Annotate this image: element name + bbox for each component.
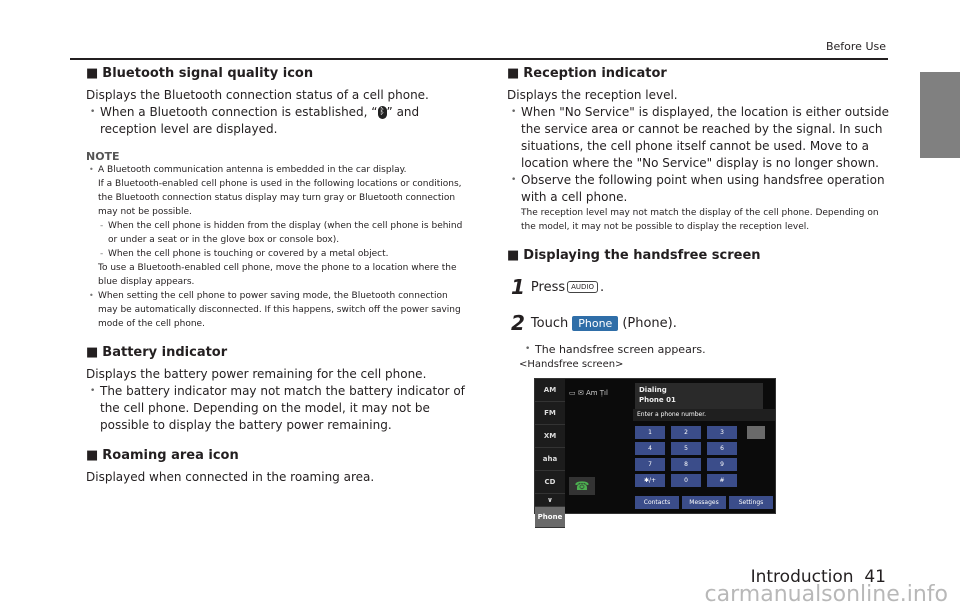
key-4: 4 [635, 442, 665, 455]
sidebar-item-am: AM [535, 379, 565, 402]
header-rule [70, 58, 888, 60]
key-5: 5 [671, 442, 701, 455]
bt-heading: ■ Bluetooth signal quality icon [86, 66, 314, 81]
step-2: 2 Touch Phone (Phone). [511, 311, 677, 335]
dial-status: Dialing Phone 01 [635, 383, 763, 411]
battery-heading: ■ Battery indicator [86, 345, 228, 360]
keypad [635, 426, 761, 487]
key-2: 2 [671, 426, 701, 439]
key-7: 7 [635, 458, 665, 471]
key-hash: # [707, 474, 737, 487]
battery-desc: Displays the battery power remaining for the cell phone. [86, 367, 427, 381]
key-9: 9 [707, 458, 737, 471]
sidebar-item-aha: aha [535, 448, 565, 471]
bt-desc: Displays the Bluetooth connection status of a cell phone. [86, 88, 429, 102]
screen-buttons [635, 496, 773, 509]
settings-button: Settings [729, 496, 773, 509]
key-star: ✱/+ [635, 474, 665, 487]
phone-button-label: Phone [572, 316, 618, 331]
step-2-result: • The handsfree screen appears. [521, 341, 892, 358]
reception-bullet-1: • When "No Service" is displayed, the location is either outside the service area or cannot be reached by the signal. In such situations, the cell phone itself cannot be used. Move to a location where the "No Service" display is no longer shown. [507, 104, 892, 172]
note-title: NOTE [86, 150, 120, 163]
roaming-desc: Displayed when connected in the roaming area. [86, 470, 375, 484]
note-bullet-1-cont: If a Bluetooth-enabled cell phone is used in the following locations or conditions, the Bluetooth connection status display may turn gray or Bluetooth connection may not be possible. [98, 179, 462, 217]
sidebar-item-cd: CD [535, 471, 565, 494]
sidebar-item-phone: Phone [535, 507, 565, 528]
sidebar-item-xm: XM [535, 425, 565, 448]
handsfree-screen [534, 378, 776, 521]
number-field: Enter a phone number. [633, 409, 775, 421]
right-column [507, 66, 892, 372]
bt-bullet: • When a Bluetooth connection is established, “ ᛒ ” and reception level are displayed. [86, 104, 466, 138]
left-column [86, 66, 466, 486]
reception-bullet-2: • Observe the following point when using handsfree operation with a cell phone. [507, 172, 892, 206]
header-label: Before Use [825, 40, 886, 53]
key-0: 0 [671, 474, 701, 487]
sidebar-item-fm: FM [535, 402, 565, 425]
messages-button: Messages [682, 496, 726, 509]
contacts-button: Contacts [635, 496, 679, 509]
note-bullet-2: • When setting the cell phone to power saving mode, the Bluetooth connection may be automatically disconnected. If this happens, switch off the power saving mode of the cell phone. [86, 289, 466, 331]
note-dash-2: - When the cell phone is touching or covered by a metal object. [86, 247, 466, 261]
key-1: 1 [635, 426, 665, 439]
reception-dash-1: - The reception level may not match the display of the cell phone. Depending on the model, it may not be possible to display the reception level. [507, 206, 892, 234]
handset-icon: ☎ [569, 477, 595, 495]
audio-key: AUDIO [567, 281, 598, 293]
reception-heading: ■ Reception indicator [507, 66, 667, 81]
battery-bullet: • The battery indicator may not match the battery indicator of the cell phone. Depending on the model, it may not be possible to display the battery power remaining. [86, 383, 466, 434]
roaming-heading: ■ Roaming area icon [86, 448, 239, 463]
reception-desc: Displays the reception level. [507, 88, 678, 102]
status-bar: ▭ ✉ Am Ṭıl [569, 389, 608, 397]
page-footer: Introduction 41 [750, 567, 886, 587]
handsfree-heading: ■ Displaying the handsfree screen [507, 248, 761, 263]
note-bullet-1: • A Bluetooth communication antenna is embedded in the car display. [86, 163, 466, 177]
note-bullet-1-end: To use a Bluetooth-enabled cell phone, move the phone to a location where the blue display appears. [98, 263, 457, 287]
watermark: carmanualsonline.info [704, 582, 948, 607]
key-6: 6 [707, 442, 737, 455]
screen-caption: <Handsfree screen> [519, 359, 624, 370]
chapter-tab [920, 72, 960, 158]
sidebar-item-more: ∨ [535, 494, 565, 507]
key-3: 3 [707, 426, 737, 439]
note-dash-1: - When the cell phone is hidden from the display (when the cell phone is behind or under a seat or in the glove box or console box). [86, 219, 466, 247]
bluetooth-icon: ᛒ [379, 107, 385, 117]
key-8: 8 [671, 458, 701, 471]
step-1: 1 Press AUDIO . [511, 275, 605, 299]
screen-sidebar [535, 379, 565, 521]
